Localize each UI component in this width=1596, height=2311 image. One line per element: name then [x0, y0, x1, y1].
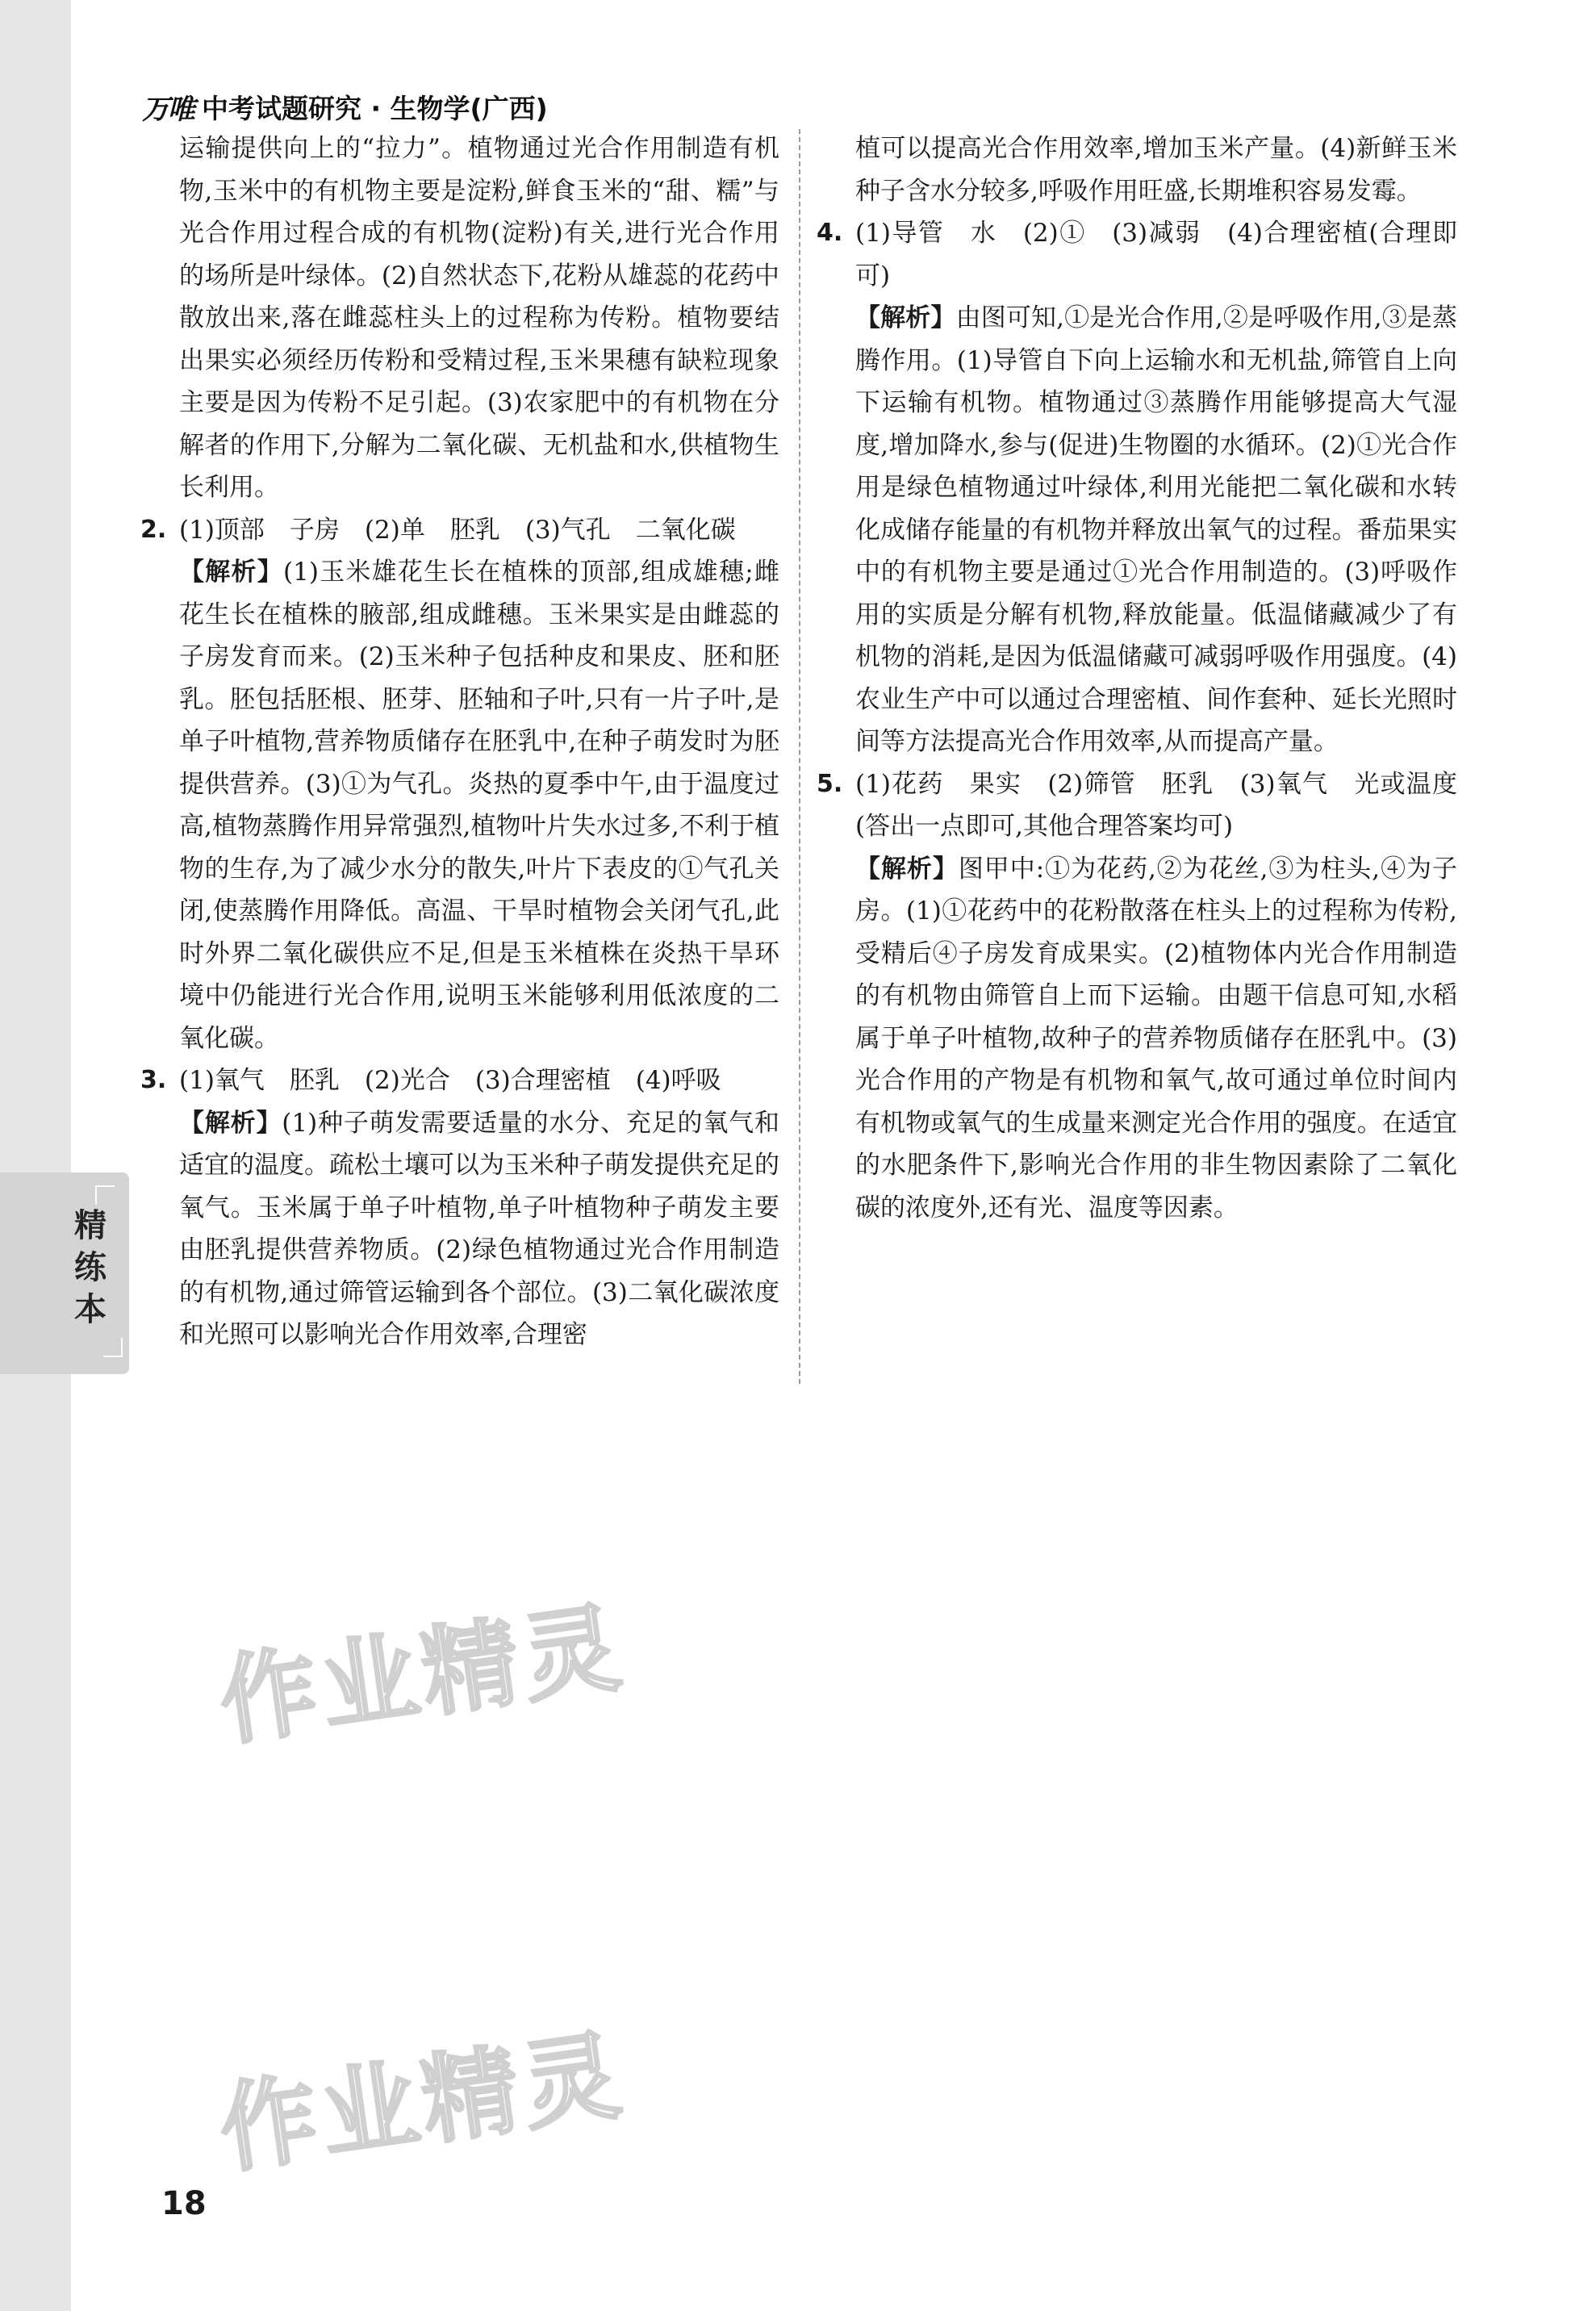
- analysis-label: 【解析】: [179, 1108, 282, 1138]
- watermark: 作业精灵: [213, 1591, 632, 1760]
- bracket-decoration: [103, 1338, 123, 1357]
- question-number: 2.: [140, 515, 167, 544]
- bracket-decoration: [95, 1185, 115, 1205]
- answer-text: (1)顶部 子房 (2)单 胚乳 (3)气孔 二氧化碳: [179, 515, 736, 545]
- right-column: [817, 127, 1458, 1229]
- answer-text: (1)花药 果实 (2)筛管 胚乳 (3)氧气 光或温度(答出一点即可,其他合理答案均可): [855, 769, 1457, 841]
- question-number: 5.: [817, 769, 843, 798]
- answer-item-4: [817, 212, 1458, 763]
- watermark: 作业精灵: [213, 2019, 632, 2188]
- analysis-label: 【解析】: [855, 854, 959, 884]
- question-number: 3.: [140, 1066, 167, 1094]
- continued-analysis: 植可以提高光合作用效率,增加玉米产量。(4)新鲜玉米种子含水分较多,呼吸作用旺盛,长期堆积容易发霉。: [855, 134, 1457, 206]
- side-tab: [0, 1172, 129, 1374]
- answer-text: (1)导管 水 (2)① (3)减弱 (4)合理密植(合理即可): [855, 219, 1457, 290]
- book-title: 中考试题研究 · 生物学(广西): [202, 92, 548, 124]
- side-tab-label: 精练本: [74, 1206, 107, 1328]
- analysis-text: (1)种子萌发需要适量的水分、充足的氧气和适宜的温度。疏松土壤可以为玉米种子萌发提供充足的氧气。玉米属于单子叶植物,单子叶植物种子萌发主要由胚乳提供营养物质。(2)绿色植物通过光合作用制造的有机物,通过筛管运输到各个部位。(3)二氧化碳浓度和光照可以影响光合作用效率,合理密: [179, 1108, 779, 1349]
- analysis-text: 由图可知,①是光合作用,②是呼吸作用,③是蒸腾作用。(1)导管自下向上运输水和无机盐,筛管自上向下运输有机物。植物通过③蒸腾作用能够提高大气湿度,增加降水,参与(促进)生物圈的水循环。(2)①光合作用是绿色植物通过叶绿体,利用光能把二氧化碳和水转化成储存能量的有机物并释放出氧气的过程。番茄果实中的有机物主要是通过①光合作用制造的。(3)呼吸作用的实质是分解有机物,释放能量。低温储藏减少了有机物的消耗,是因为低温储藏可减弱呼吸作用强度。(4)农业生产中可以通过合理密植、间作套种、延长光照时间等方法提高光合作用效率,从而提高产量。: [855, 303, 1458, 756]
- answer-text: (1)氧气 胚乳 (2)光合 (3)合理密植 (4)呼吸: [179, 1066, 721, 1095]
- analysis-text: 图甲中:①为花药,②为花丝,③为柱头,④为子房。(1)①花药中的花粉散落在柱头上的过程称为传粉,受精后④子房发育成果实。(2)植物体内光合作用制造的有机物由筛管自上而下运输。由题干信息可知,水稻属于单子叶植物,故种子的营养物质储存在胚乳中。(3)光合作用的产物是有机物和氧气,故可通过单位时间内有机物或氧气的生成量来测定光合作用的强度。在适宜的水肥条件下,影响光合作用的非生物因素除了二氧化碳的浓度外,还有光、温度等因素。: [855, 854, 1457, 1222]
- brand-logo: 万唯: [142, 93, 194, 126]
- answer-item-3: [140, 1059, 779, 1356]
- left-column: [140, 127, 779, 1356]
- analysis-text: (1)玉米雄花生长在植株的顶部,组成雄穗;雌花生长在植株的腋部,组成雌穗。玉米果实是由雌蕊的子房发育而来。(2)玉米种子包括种皮和果皮、胚和胚乳。胚包括胚根、胚芽、胚轴和子叶,只有一片子叶,是单子叶植物,营养物质储存在胚乳中,在种子萌发时为胚提供营养。(3)①为气孔。炎热的夏季中午,由于温度过高,植物蒸腾作用异常强烈,植物叶片失水过多,不利于植物的生存,为了减少水分的散失,叶片下表皮的①气孔关闭,使蒸腾作用降低。高温、干旱时植物会关闭气孔,此时外界二氧化碳供应不足,但是玉米植株在炎热干旱环境中仍能进行光合作用,说明玉米能够利用低浓度的二氧化碳。: [179, 558, 779, 1053]
- question-number: 4.: [817, 219, 843, 247]
- analysis-paragraph: [855, 297, 1457, 763]
- answer-item-5: [817, 763, 1457, 1230]
- analysis-paragraph: [179, 1102, 779, 1356]
- page-header: [142, 87, 548, 126]
- continued-analysis: 运输提供向上的“拉力”。植物通过光合作用制造有机物,玉米中的有机物主要是淀粉,鲜食玉米的“甜、糯”与光合作用过程合成的有机物(淀粉)有关,进行光合作用的场所是叶绿体。(2)自然状态下,花粉从雄蕊的花药中散放出来,落在雌蕊柱头上的过程称为传粉。植物要结出果实必须经历传粉和受精过程,玉米果穗有缺粒现象主要是因为传粉不足引起。(3)农家肥中的有机物在分解者的作用下,分解为二氧化碳、无机盐和水,供植物生长利用。: [179, 134, 779, 502]
- analysis-label: 【解析】: [855, 303, 956, 332]
- page-number: 18: [161, 2185, 207, 2222]
- analysis-label: 【解析】: [179, 558, 284, 587]
- analysis-paragraph: [179, 551, 779, 1059]
- analysis-paragraph: [855, 848, 1457, 1230]
- answer-item-2: [140, 509, 779, 1060]
- column-divider: [799, 129, 800, 1384]
